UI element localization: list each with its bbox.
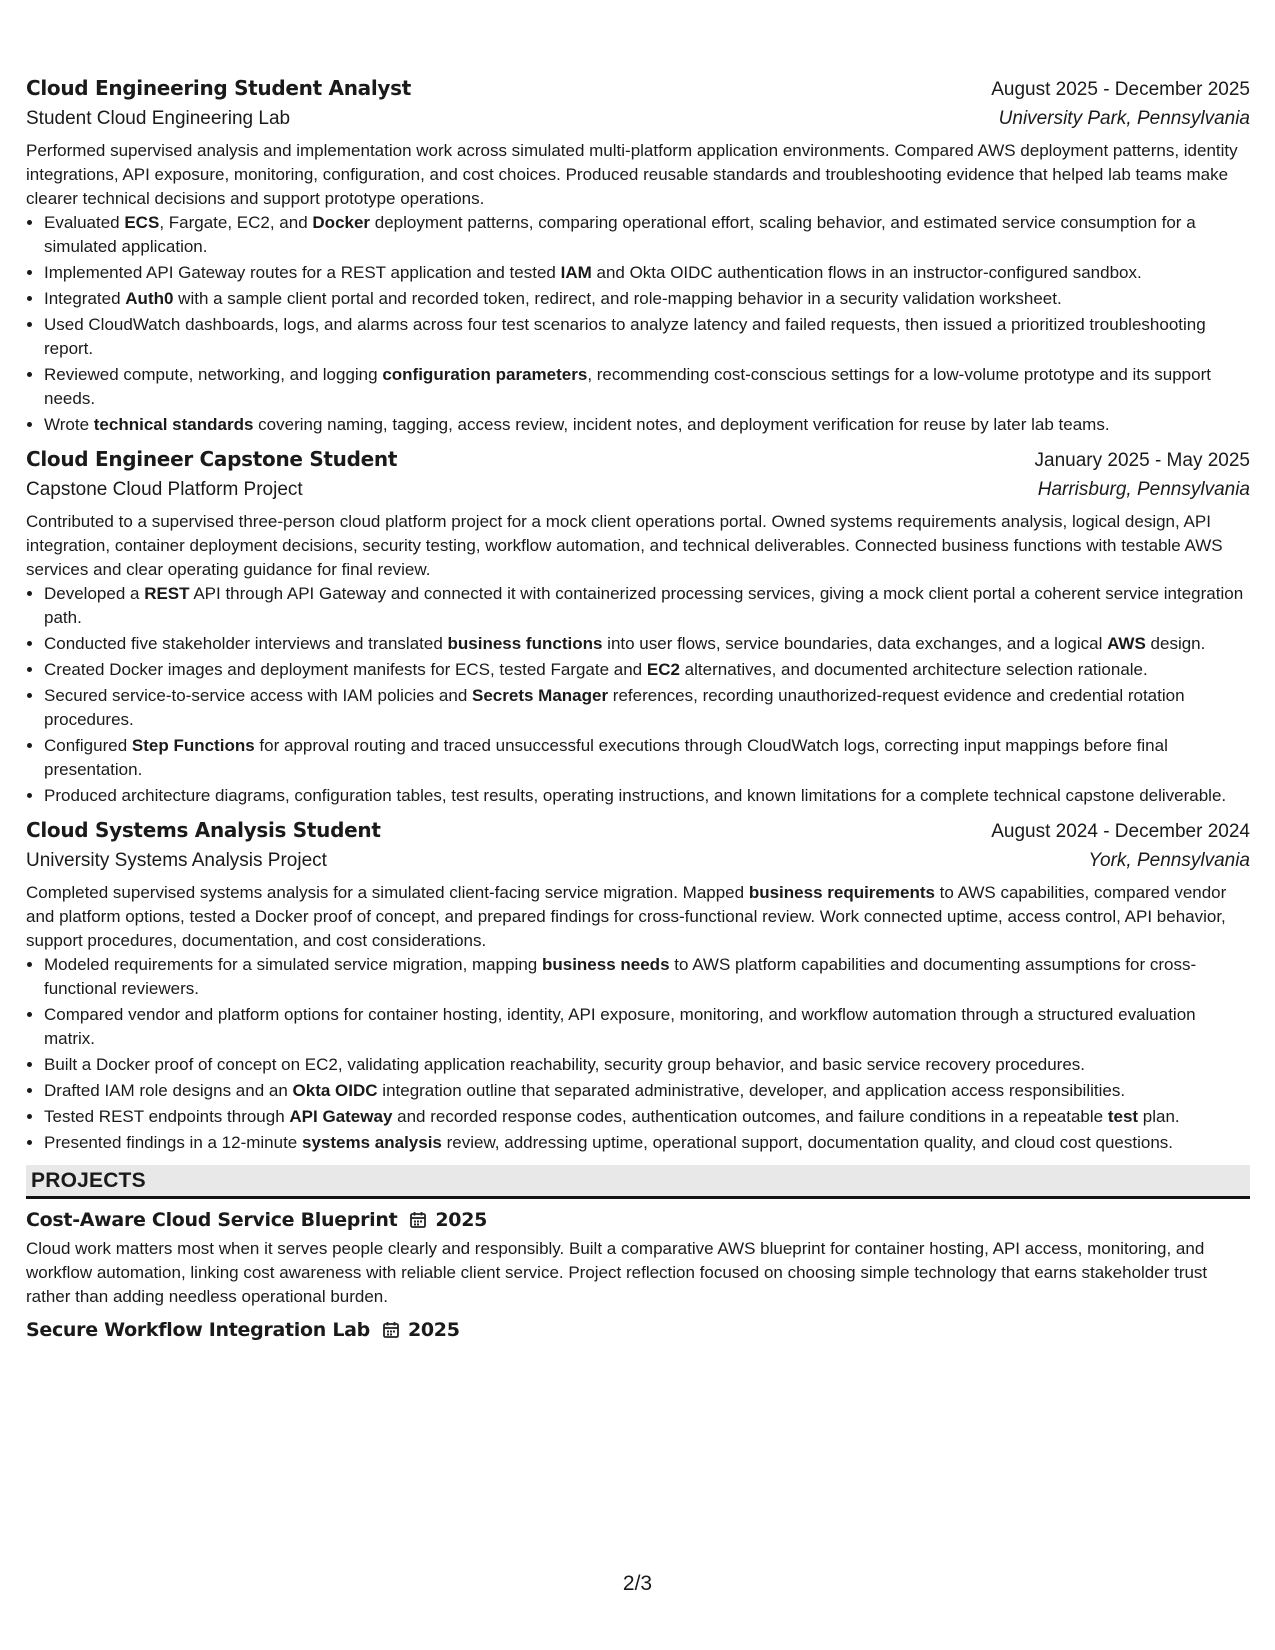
entry-header-row [26,76,1250,101]
entry-org-row [26,472,1250,501]
bullet-item: • Created Docker images and deployment manifests for ECS, tested Fargate and EC2 alternatives, and documented architecture selection rationale. [44,658,1250,682]
projects-section-header [26,1165,1250,1199]
job-summary: Contributed to a supervised three-person cloud platform project for a mock client operations portal. Owned systems requirements analysis, logical design, API integration, container deployment decisions, security testing, workflow automation, and technical deliverables. Connected business functions with testable AWS services and clear operating guidance for final review. [26,512,1223,579]
bullet-item: • Wrote technical standards covering naming, tagging, access review, incident notes, and deployment verification for reuse by later lab teams. [44,413,1250,437]
bold-keyword: technical standards [93,415,254,434]
bullet-item: • Evaluated ECS, Fargate, EC2, and Docker deployment patterns, comparing operational effort, scaling behavior, and estimated service consumption for a simulated application. [44,211,1250,259]
bullet-item: • Drafted IAM role designs and an Okta OIDC integration outline that separated administrative, developer, and application access responsibilities. [44,1079,1250,1103]
project-header [26,1209,1250,1231]
bold-keyword: API Gateway [289,1107,393,1126]
job-title: Cloud Engineer Capstone Student [26,447,398,471]
bullet-item: • Built a Docker proof of concept on EC2, validating application reachability, security group behavior, and basic service recovery procedures. [44,1053,1250,1077]
bullet-item: • Configured Step Functions for approval routing and traced unsuccessful executions through CloudWatch logs, correcting input mappings before final presentation. [44,734,1250,782]
project-description: Cloud work matters most when it serves people clearly and responsibly. Built a comparative AWS blueprint for container hosting, API access, monitoring, and workflow automation, linking cost awareness with reliable client service. Project reflection focused on choosing simple technology that earns stakeholder trust rather than adding needless operational burden. [26,1239,1208,1306]
bold-keyword: business needs [541,955,670,974]
calendar-icon [409,1211,427,1229]
project-name: Secure Workflow Integration Lab [26,1319,370,1341]
bold-keyword: configuration parameters [382,365,588,384]
job-location: Harrisburg, Pennsylvania [1037,479,1250,500]
experience-list [26,76,1250,1155]
bullet-item: • Produced architecture diagrams, configuration tables, test results, operating instructions, and known limitations for a complete technical capstone deliverable. [44,784,1250,808]
bullet-item: • Used CloudWatch dashboards, logs, and alarms across four test scenarios to analyze latency and failed requests, then issued a prioritized troubleshooting report. [44,313,1250,361]
section-title: PROJECTS [31,1169,146,1192]
entry-org-row [26,101,1250,130]
projects-list [26,1209,1250,1341]
organization-name: Capstone Cloud Platform Project [26,479,303,500]
experience-entry [26,447,1250,808]
bold-keyword: EC2 [646,660,680,679]
project-name: Cost-Aware Cloud Service Blueprint [26,1209,398,1231]
bullet-item: • Integrated Auth0 with a sample client portal and recorded token, redirect, and role-mapping behavior in a security validation worksheet. [44,287,1250,311]
project-year: 2025 [407,1319,460,1341]
organization-name: Student Cloud Engineering Lab [26,108,291,129]
bold-keyword: test [1107,1107,1139,1126]
bullet-item: • Implemented API Gateway routes for a REST application and tested IAM and Okta OIDC authentication flows in an instructor-configured sandbox. [44,261,1250,285]
page-number: 2/3 [622,1572,653,1595]
bullet-item: • Conducted five stakeholder interviews and translated business functions into user flows, service boundaries, data exchanges, and a logical AWS design. [44,632,1250,656]
bold-keyword: business functions [447,634,603,653]
bold-keyword: Secrets Manager [472,686,609,705]
bold-keyword: Docker [312,213,371,232]
entry-header-row [26,447,1250,472]
entry-header-row [26,818,1250,843]
bold-keyword: business requirements [748,883,935,902]
job-dates: January 2025 - May 2025 [1034,450,1250,471]
resume-page [26,76,1250,1341]
project-year: 2025 [435,1209,488,1231]
job-title: Cloud Systems Analysis Student [26,818,381,842]
bullet-list [26,211,1250,437]
bold-keyword: REST [144,584,190,603]
project-header [26,1319,1250,1341]
job-dates: August 2025 - December 2025 [991,79,1250,100]
bullet-item: • Presented findings in a 12-minute systems analysis review, addressing uptime, operational support, documentation quality, and cloud cost questions. [44,1131,1250,1155]
bullet-list [26,582,1250,808]
bullet-item: • Modeled requirements for a simulated service migration, mapping business needs to AWS platform capabilities and documenting assumptions for cross-functional reviewers. [44,953,1250,1001]
job-location: York, Pennsylvania [1088,850,1250,871]
bullet-item: • Reviewed compute, networking, and logging configuration parameters, recommending cost-conscious settings for a low-volume prototype and its support needs. [44,363,1250,411]
job-location: University Park, Pennsylvania [998,108,1250,129]
bold-keyword: IAM [560,263,592,282]
job-summary: Completed supervised systems analysis for a simulated client-facing service migration. Mapped business requirements to AWS capabilities, compared vendor and platform options, tested a Docker proof of concept, and prepared findings for cross-functional review. Work connected uptime, access control, API behavior, support procedures, documentation, and cost considerations. [26,883,1227,950]
experience-entry [26,76,1250,437]
job-title: Cloud Engineering Student Analyst [26,76,411,100]
job-dates: August 2024 - December 2024 [991,821,1250,842]
calendar-icon [382,1321,400,1339]
bullet-item: • Compared vendor and platform options for container hosting, identity, API exposure, monitoring, and workflow automation through a structured evaluation matrix. [44,1003,1250,1051]
bold-keyword: Step Functions [131,736,255,755]
experience-entry [26,818,1250,1155]
bullet-list [26,953,1250,1155]
project-item [26,1209,1250,1309]
bold-keyword: AWS [1107,634,1146,653]
entry-org-row [26,843,1250,872]
organization-name: University Systems Analysis Project [26,850,327,871]
bold-keyword: systems analysis [302,1133,442,1152]
bold-keyword: Okta OIDC [292,1081,378,1100]
bold-keyword: Auth0 [125,289,174,308]
bullet-item: • Developed a REST API through API Gateway and connected it with containerized processing services, giving a mock client portal a coherent service integration path. [44,582,1250,630]
bullet-item: • Tested REST endpoints through API Gateway and recorded response codes, authentication outcomes, and failure conditions in a repeatable test plan. [44,1105,1250,1129]
job-summary: Performed supervised analysis and implementation work across simulated multi-platform application environments. Compared AWS deployment patterns, identity integrations, API exposure, monitoring, configuration, and cost choices. Produced reusable standards and troubleshooting evidence that helped lab teams make clearer technical decisions and support prototype operations. [26,141,1238,208]
bold-keyword: ECS [124,213,160,232]
bullet-item: • Secured service-to-service access with IAM policies and Secrets Manager references, recording unauthorized-request evidence and credential rotation procedures. [44,684,1250,732]
project-item [26,1319,1250,1341]
